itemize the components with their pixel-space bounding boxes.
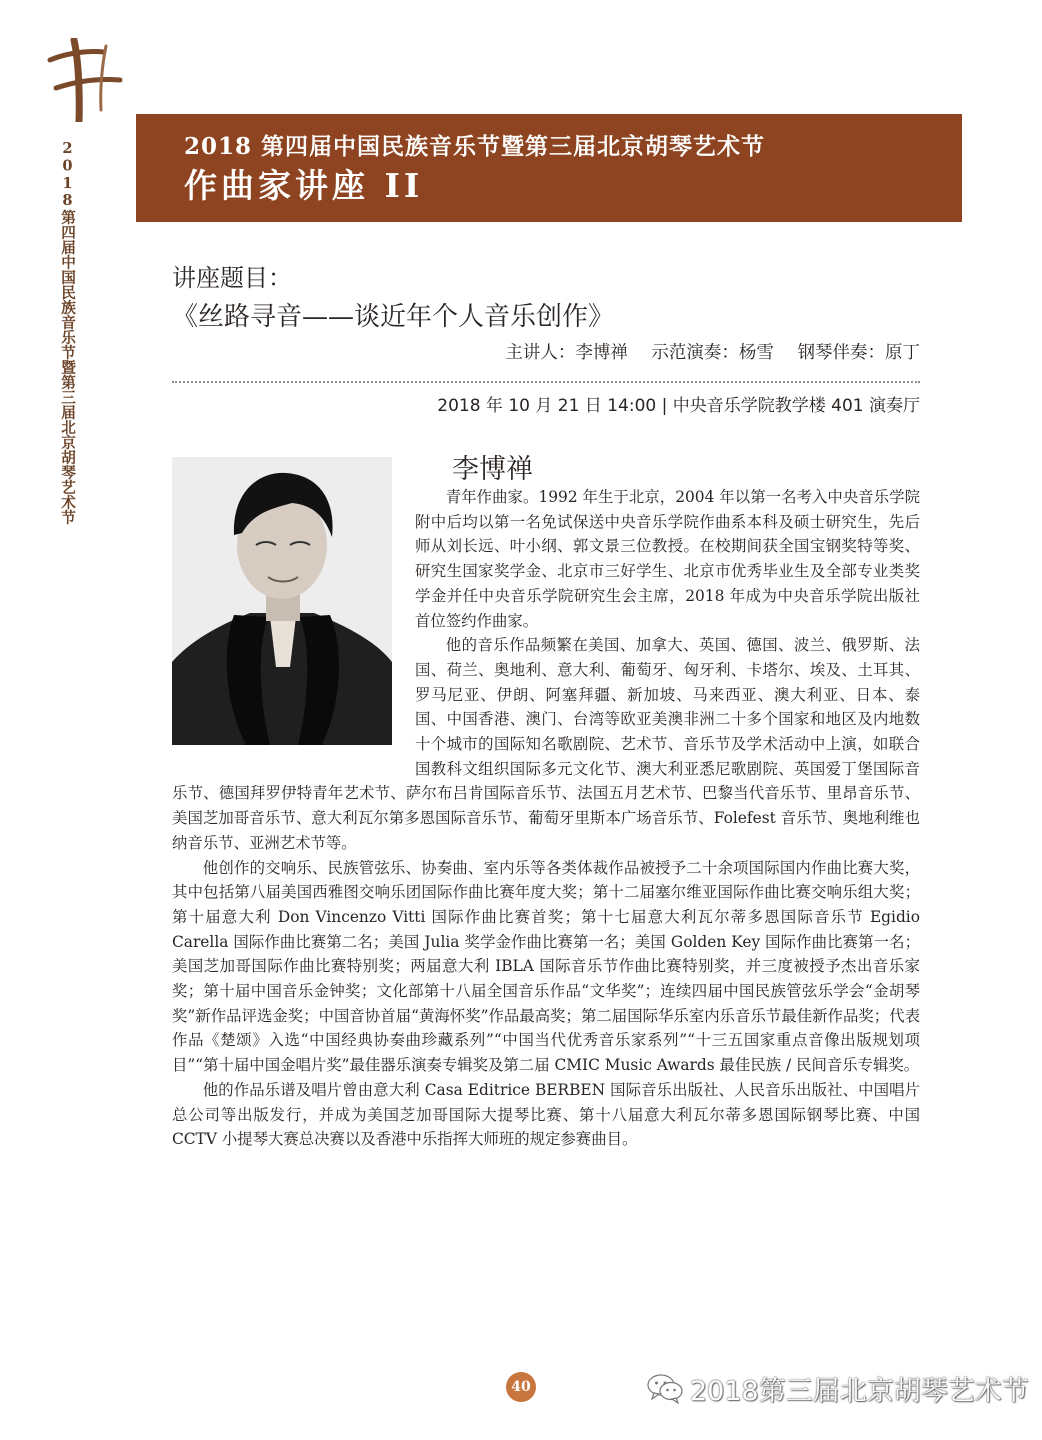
bio-paragraph: 青年作曲家。1992 年生于北京，2004 年以第一名考入中央音乐学院附中后均以第一名免试保送中央音乐学院作曲系本科及硕士研究生，先后师从刘长远、叶小纲、郭文景三位教授。在校期间获全国宝钢奖特等奖、研究生国家奖学金、北京市三好学生、北京市优秀毕业生及全部专业类奖学金并任中央音乐学院研究生会主席，2018 年成为中央音乐学院出版社首位签约作曲家。 (415, 488, 920, 630)
banner-subtitle: 2018 第四届中国民族音乐节暨第三届北京胡琴艺术节 (184, 133, 766, 160)
demo-performer-credit: 示范演奏：杨雪 (651, 343, 774, 363)
lecture-datetime: 2018 年 10 月 21 日 14:00 | 中央音乐学院教学楼 401 演奏厅 (437, 396, 920, 416)
lecture-title: 《丝路寻音——谈近年个人音乐创作》 (172, 302, 615, 332)
page-number: 40 (506, 1372, 536, 1402)
speaker-credit: 主讲人：李博禅 (505, 343, 628, 363)
header-banner (136, 114, 962, 222)
bio-paragraph: 他的作品乐谱及唱片曾由意大利 Casa Editrice BERBEN 国际音乐出版社、人民音乐出版社、中国唱片总公司等出版发行，并成为美国芝加哥国际大提琴比赛、第十八届意大利瓦尔蒂多恩国际钢琴比赛、中国 CCTV 小提琴大赛总决赛以及香港中乐指挥大师班的规定参赛曲目。 (172, 1080, 920, 1149)
bio-paragraph: 他的音乐作品频繁在美国、加拿大、英国、德国、波兰、俄罗斯、法国、荷兰、奥地利、意大利、葡萄牙、匈牙利、卡塔尔、埃及、土耳其、罗马尼亚、伊朗、阿塞拜疆、新加坡、马来西亚、澳大利亚、日本、泰国、中国香港、澳门、台湾等欧亚美澳非洲二十多个国家和地区及内地数十个城市的国际知名歌剧院、艺术节、音乐节及学术活动中上演，如联合国教科文组织国际多元文化节、澳大利亚悉尼歌剧院、英国爱丁堡国际音乐节、德国拜罗伊特青年艺术节、萨尔布吕肯国际音乐节、法国五月艺术节、巴黎当代音乐节、里昂音乐节、美国芝加哥音乐节、意大利瓦尔第多恩国际音乐节、葡萄牙里斯本广场音乐节、Folefest 音乐节、奥地利维也纳音乐节、亚洲艺术节等。 (172, 636, 920, 852)
person-bio (172, 485, 920, 1152)
wechat-watermark (646, 1370, 1029, 1406)
lecture-credits (487, 340, 920, 366)
watermark-text: 2018第三届北京胡琴艺术节 (690, 1375, 1029, 1407)
sidebar-vertical-title: 2018第四届中国民族音乐节暨第三届北京胡琴艺术节 (59, 140, 76, 525)
lecture-label: 讲座题目： (172, 264, 292, 292)
dotted-divider (172, 381, 920, 383)
photo-text-wrap (172, 485, 415, 781)
erhu-brush-icon (44, 38, 124, 122)
piano-accompanist-credit: 钢琴伴奏：原丁 (797, 343, 920, 363)
bio-paragraph: 他创作的交响乐、民族管弦乐、协奏曲、室内乐等各类体裁作品被授予二十余项国际国内作曲比赛大奖，其中包括第八届美国西雅图交响乐团国际作曲比赛年度大奖；第十二届塞尔维亚国际作曲比赛交响乐组大奖；第十届意大利 Don Vincenzo Vitti 国际作曲比赛首奖；第十七届意大利瓦尔蒂多恩国际音乐节 Egidio Carella 国际作曲比赛第二名；美国 Julia 奖学金作曲比赛第一名；美国 Golden Key 国际作曲比赛第一名；美国芝加哥国际作曲比赛特别奖；两届意大利 IBLA 国际音乐节作曲比赛特别奖，并三度被授予杰出音乐家奖；第十届中国音乐金钟奖；文化部第十八届全国音乐作品“文华奖”；连续四届中国民族管弦乐学会“金胡琴奖”新作品评选金奖；中国音协首届“黄海怀奖”作品最高奖；第二届国际华乐室内乐音乐节最佳新作品奖；代表作品《楚颂》入选“中国经典协奏曲珍藏系列”“中国当代优秀音乐家系列”“十三五国家重点音像出版规划项目”“第十届中国金唱片奖”最佳器乐演奏专辑奖及第二届 CMIC Music Awards 最佳民族 / 民间音乐专辑奖。 (172, 858, 920, 1075)
wechat-icon (646, 1372, 684, 1404)
banner-title: 作曲家讲座 II (184, 166, 424, 205)
person-name: 李博禅 (452, 454, 533, 485)
